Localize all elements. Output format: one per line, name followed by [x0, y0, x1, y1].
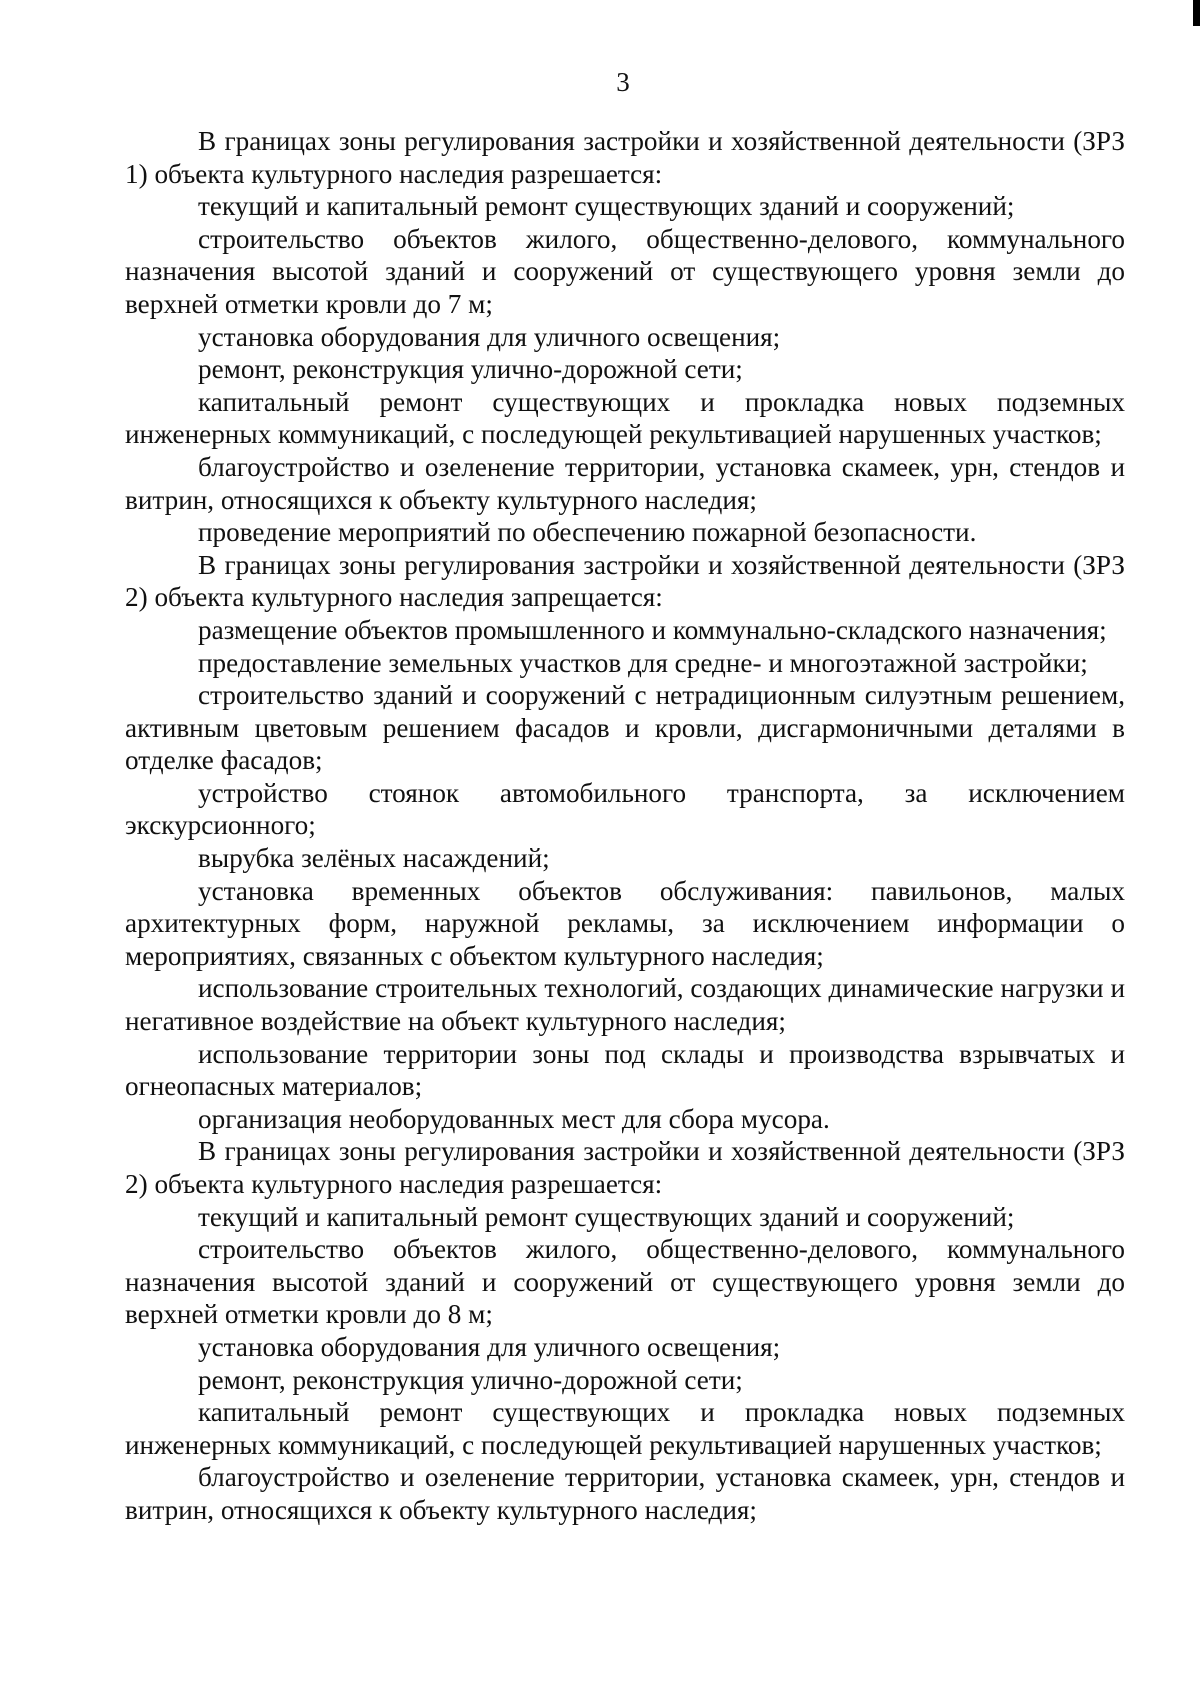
list-item: строительство объектов жилого, общественно-делового, коммунального назначения высотой зданий и сооружений от существующего уровня земли до верхней отметки кровли до 8 м; [125, 1234, 1125, 1330]
list-item: благоустройство и озеленение территории, установка скамеек, урн, стендов и витрин, относящихся к объекту культурного наследия; [125, 451, 1125, 515]
paragraph-zrz2-allowed-intro: В границах зоны регулирования застройки и хозяйственной деятельности (ЗРЗ 2) объекта культурного наследия разрешается: [125, 1136, 1125, 1199]
document-body [125, 125, 1125, 1527]
list-item: текущий и капитальный ремонт существующих зданий и сооружений; [198, 1201, 1015, 1232]
list-item: вырубка зелёных насаждений; [198, 843, 550, 874]
list-item: капитальный ремонт существующих и прокладка новых подземных инженерных коммуникаций, с последующей рекультивацией нарушенных участков; [125, 1397, 1125, 1460]
list-item: организация необорудованных мест для сбора мусора. [198, 1103, 830, 1134]
list-item: строительство объектов жилого, общественно-делового, коммунального назначения высотой зданий и сооружений от существующего уровня земли до верхней отметки кровли до 7 м; [125, 223, 1125, 319]
list-item: размещение объектов промышленного и коммунально-складского назначения; [198, 614, 1107, 645]
scan-edge-mark [1193, 0, 1200, 26]
list-item: проведение мероприятий по обеспечению пожарной безопасности. [198, 517, 977, 548]
list-item: предоставление земельных участков для средне- и многоэтажной застройки; [198, 647, 1088, 678]
paragraph-zrz2-prohibited-intro: В границах зоны регулирования застройки и хозяйственной деятельности (ЗРЗ 2) объекта культурного наследия запрещается: [125, 549, 1125, 613]
list-item: установка временных объектов обслуживания: павильонов, малых архитектурных форм, наружной рекламы, за исключением информации о мероприятиях, связанных с объектом культурного наследия; [125, 875, 1125, 971]
paragraph-zrz1-allowed-intro: В границах зоны регулирования застройки и хозяйственной деятельности (ЗРЗ 1) объекта культурного наследия разрешается: [125, 126, 1125, 189]
list-item: ремонт, реконструкция улично-дорожной сети; [198, 1364, 743, 1395]
list-item: устройство стоянок автомобильного транспорта, за исключением экскурсионного; [125, 777, 1125, 841]
list-item: благоустройство и озеленение территории, установка скамеек, урн, стендов и витрин, относящихся к объекту культурного наследия; [125, 1462, 1125, 1525]
list-item: ремонт, реконструкция улично-дорожной сети; [198, 354, 743, 385]
list-item: строительство зданий и сооружений с нетрадиционным силуэтным решением, активным цветовым решением фасадов и кровли, дисгармоничными деталями в отделке фасадов; [125, 680, 1125, 776]
list-item: капитальный ремонт существующих и прокладка новых подземных инженерных коммуникаций, с последующей рекультивацией нарушенных участков; [125, 386, 1125, 450]
page-number: 3 [616, 67, 630, 97]
list-item: установка оборудования для уличного освещения; [198, 321, 781, 352]
list-item: использование строительных технологий, создающих динамические нагрузки и негативное воздействие на объект культурного наследия; [125, 973, 1125, 1037]
list-item: использование территории зоны под склады и производства взрывчатых и огнеопасных материалов; [125, 1038, 1125, 1102]
list-item: текущий и капитальный ремонт существующих зданий и сооружений; [198, 191, 1015, 222]
list-item: установка оборудования для уличного освещения; [198, 1331, 781, 1362]
